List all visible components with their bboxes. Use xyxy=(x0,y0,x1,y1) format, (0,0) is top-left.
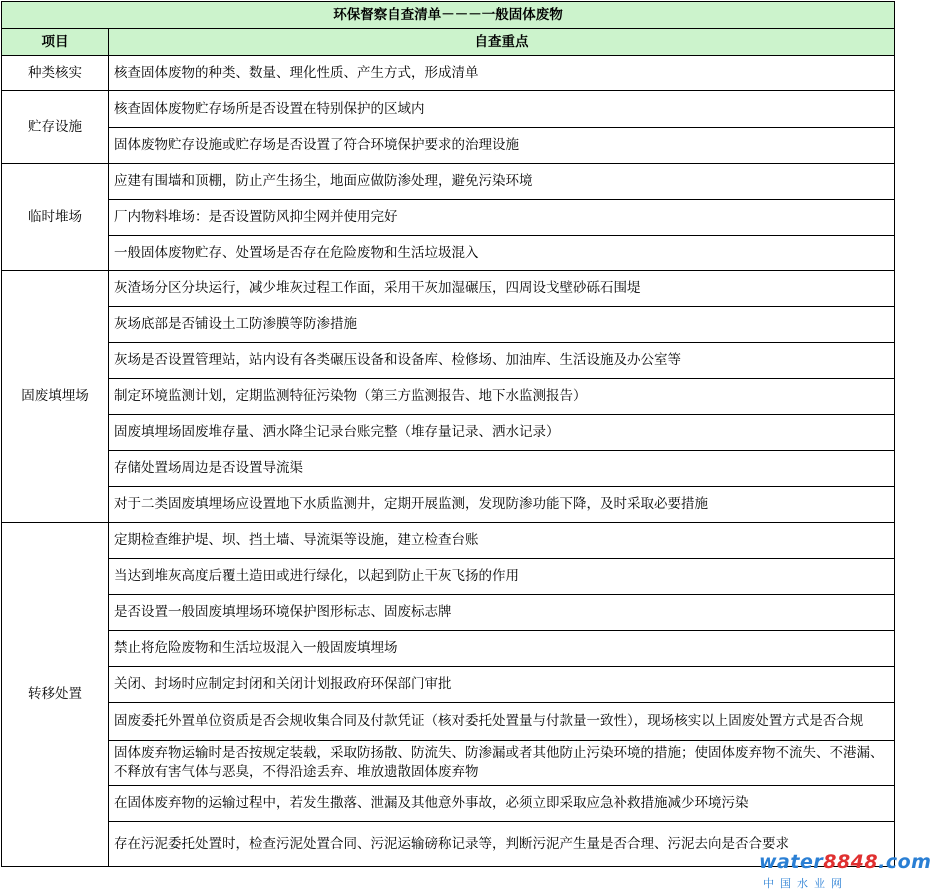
table-row xyxy=(2,741,895,786)
check-point-cell: 存储处置场周边是否设置导流渠 xyxy=(109,451,895,487)
table-row xyxy=(2,56,895,91)
table-row xyxy=(2,786,895,822)
table-row xyxy=(2,822,895,867)
table-title: 环保督察自查清单－－－一般固体废物 xyxy=(2,2,895,29)
check-point-cell: 固废填埋场固废堆存量、洒水降尘记录台账完整（堆存量记录、洒水记录） xyxy=(109,415,895,451)
check-point-cell: 禁止将危险废物和生活垃圾混入一般固废填埋场 xyxy=(109,631,895,667)
check-point-cell: 固废委托外置单位资质是否会规收集合同及付款凭证（核对委托处置量与付款量一致性），现场核实以上固废处置方式是否合规 xyxy=(109,703,895,741)
check-point-cell: 当达到堆灰高度后覆土造田或进行绿化，以起到防止干灰飞扬的作用 xyxy=(109,559,895,595)
table-row xyxy=(2,631,895,667)
check-point-cell: 核查固体废物的种类、数量、理化性质、产生方式，形成清单 xyxy=(109,56,895,91)
header-focus: 自查重点 xyxy=(109,29,895,56)
table-row xyxy=(2,236,895,271)
table-row xyxy=(2,487,895,523)
table-row xyxy=(2,128,895,164)
table-row xyxy=(2,703,895,741)
watermark-sub: 中国水业网 xyxy=(763,877,848,890)
table-row xyxy=(2,595,895,631)
check-point-cell: 灰渣场分区分块运行，减少堆灰过程工作面，采用干灰加湿碾压，四周设戈壁砂砾石围堤 xyxy=(109,271,895,307)
category-cell: 固废填埋场 xyxy=(2,271,109,523)
table-row xyxy=(2,379,895,415)
check-point-cell: 固体废弃物运输时是否按规定装载，采取防扬散、防流失、防渗漏或者其他防止污染环境的措施；使固体废弃物不流失、不港漏、不释放有害气体与恶臭，不得沿途丢弃、堆放遗散固体废弃物 xyxy=(109,741,895,786)
check-point-cell: 核查固体废物贮存场所是否设置在特别保护的区域内 xyxy=(109,91,895,128)
table-row xyxy=(2,559,895,595)
check-point-cell: 厂内物料堆场：是否设置防风抑尘网并使用完好 xyxy=(109,200,895,236)
check-point-cell: 关闭、封场时应制定封闭和关闭计划报政府环保部门审批 xyxy=(109,667,895,703)
category-cell: 贮存设施 xyxy=(2,91,109,164)
check-point-cell: 是否设置一般固废填埋场环境保护图形标志、固废标志牌 xyxy=(109,595,895,631)
self-check-table xyxy=(1,1,895,867)
watermark-brand: water8848.com xyxy=(759,851,931,873)
check-point-cell: 存在污泥委托处置时，检查污泥处置合同、污泥运输磅称记录等，判断污泥产生量是否合理、污泥去向是否合要求 xyxy=(109,822,895,867)
check-point-cell: 定期检查维护堤、坝、挡土墙、导流渠等设施，建立检查台账 xyxy=(109,523,895,559)
check-point-cell: 对于二类固废填埋场应设置地下水质监测井，定期开展监测，发现防渗功能下降，及时采取必要措施 xyxy=(109,487,895,523)
category-cell: 转移处置 xyxy=(2,523,109,867)
check-point-cell: 灰场是否设置管理站，站内设有各类碾压设备和设备库、检修场、加油库、生活设施及办公室等 xyxy=(109,343,895,379)
table-row xyxy=(2,271,895,307)
header-item: 项目 xyxy=(2,29,109,56)
title-row xyxy=(2,2,895,29)
table-row xyxy=(2,451,895,487)
table-row xyxy=(2,164,895,200)
category-cell: 临时堆场 xyxy=(2,164,109,271)
table-row xyxy=(2,343,895,379)
table-row xyxy=(2,200,895,236)
check-point-cell: 应建有围墙和顶棚，防止产生扬尘，地面应做防渗处理，避免污染环境 xyxy=(109,164,895,200)
table-row xyxy=(2,523,895,559)
check-point-cell: 在固体废弃物的运输过程中，若发生撒落、泄漏及其他意外事故，必须立即采取应急补救措施减少环境污染 xyxy=(109,786,895,822)
table-row xyxy=(2,307,895,343)
table-row xyxy=(2,415,895,451)
check-point-cell: 制定环境监测计划，定期监测特征污染物（第三方监测报告、地下水监测报告） xyxy=(109,379,895,415)
check-point-cell: 灰场底部是否铺设土工防渗膜等防渗措施 xyxy=(109,307,895,343)
category-cell: 种类核实 xyxy=(2,56,109,91)
table-row xyxy=(2,667,895,703)
check-point-cell: 固体废物贮存设施或贮存场是否设置了符合环境保护要求的治理设施 xyxy=(109,128,895,164)
table-row xyxy=(2,91,895,128)
check-point-cell: 一般固体废物贮存、处置场是否存在危险废物和生活垃圾混入 xyxy=(109,236,895,271)
header-row xyxy=(2,29,895,56)
